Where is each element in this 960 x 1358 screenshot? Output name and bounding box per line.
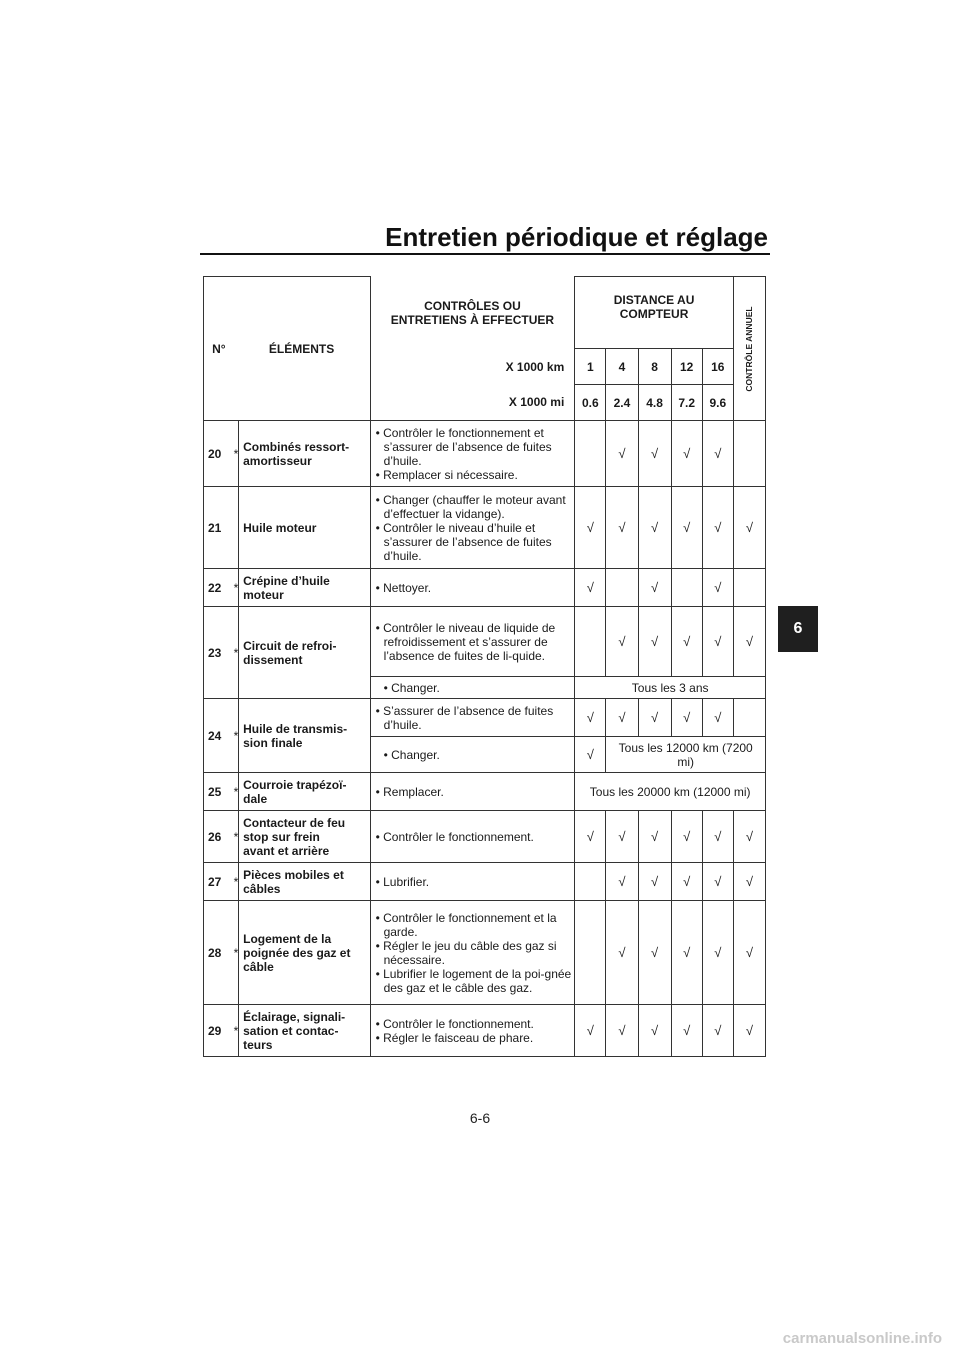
- row-asterisk: *: [234, 863, 239, 901]
- check-cell: √: [575, 737, 606, 773]
- action-item: • Contrôler le niveau d’huile et s’assurer de l’absence de fuites d’huile.: [375, 520, 552, 563]
- check-cell: √: [575, 1005, 606, 1057]
- table-row: [204, 773, 766, 811]
- check-cell: √: [638, 901, 671, 1005]
- row-element-name: Combinés ressort- amortisseur: [239, 421, 370, 487]
- row-asterisk: *: [234, 901, 239, 1005]
- row-actions: [370, 607, 575, 677]
- row-element-name: Logement de la poignée des gaz et câble: [239, 901, 370, 1005]
- check-cell: √: [575, 699, 606, 737]
- row-actions: [370, 773, 575, 811]
- table-row: [204, 863, 766, 901]
- check-cell: √: [702, 607, 733, 677]
- row-sub-action: • Changer.: [370, 677, 575, 699]
- check-cell: √: [733, 607, 765, 677]
- row-number: 28: [204, 901, 234, 1005]
- check-cell: √: [671, 607, 702, 677]
- table-row: [204, 1005, 766, 1057]
- action-item: • Contrôler le fonctionnement.: [375, 1016, 534, 1031]
- action-list: [374, 621, 572, 663]
- action-item: • Contrôler le fonctionnement et la garde.: [375, 910, 557, 939]
- check-cell: √: [671, 421, 702, 487]
- row-element-name: Huile moteur: [239, 487, 370, 569]
- check-cell: [575, 421, 606, 487]
- mi-0-6: 0.6: [575, 385, 606, 421]
- row-number: 24: [204, 699, 234, 773]
- check-cell: [575, 607, 606, 677]
- table-row: [204, 569, 766, 607]
- check-cell: [733, 569, 765, 607]
- row-asterisk: *: [234, 607, 239, 699]
- header-unit-mi: X 1000 mi: [370, 385, 575, 421]
- check-cell: √: [702, 811, 733, 863]
- action-item: • Remplacer.: [375, 784, 444, 799]
- interval-text: Tous les 20000 km (12000 mi): [575, 773, 766, 811]
- action-list: [374, 875, 572, 889]
- check-cell: √: [606, 863, 638, 901]
- row-actions: [370, 487, 575, 569]
- check-cell: [606, 569, 638, 607]
- row-number: 27: [204, 863, 234, 901]
- row-asterisk: *: [234, 1005, 239, 1057]
- action-item: • Lubrifier.: [375, 874, 430, 889]
- table-row: [204, 811, 766, 863]
- row-element-name: Huile de transmis- sion finale: [239, 699, 370, 773]
- row-number: 22: [204, 569, 234, 607]
- action-list: [374, 830, 572, 844]
- table-row: [204, 421, 766, 487]
- page-number: 6-6: [469, 1110, 491, 1126]
- header-controls: CONTRÔLES OU ENTRETIENS À EFFECTUER: [370, 277, 575, 349]
- action-item: • Contrôler le niveau de liquide de refroidissement et s’assurer de l’absence de fuites de li-quide.: [375, 620, 556, 663]
- table-row: [204, 901, 766, 1005]
- check-cell: √: [702, 569, 733, 607]
- watermark: carmanualsonline.info: [782, 1330, 942, 1347]
- action-item: • Contrôler le fonctionnement.: [375, 829, 534, 844]
- row-element-name: Circuit de refroi- dissement: [239, 607, 370, 699]
- check-cell: [575, 901, 606, 1005]
- row-asterisk: *: [234, 811, 239, 863]
- check-cell: √: [638, 811, 671, 863]
- action-item: • Remplacer si nécessaire.: [375, 467, 518, 482]
- page-title: Entretien périodique et réglage: [385, 222, 768, 252]
- check-cell: √: [702, 901, 733, 1005]
- check-cell: √: [638, 607, 671, 677]
- km-12: 12: [671, 349, 702, 385]
- check-cell: √: [638, 863, 671, 901]
- check-cell: [733, 699, 765, 737]
- row-asterisk: *: [234, 421, 239, 487]
- row-element-name: Pièces mobiles et câbles: [239, 863, 370, 901]
- interval-text: Tous les 12000 km (7200 mi): [606, 737, 766, 773]
- action-item: • Changer (chauffer le moteur avant d’effectuer la vidange).: [375, 492, 566, 521]
- check-cell: √: [702, 487, 733, 569]
- check-cell: √: [733, 487, 765, 569]
- check-cell: √: [575, 569, 606, 607]
- check-cell: √: [702, 699, 733, 737]
- row-number: 25: [204, 773, 234, 811]
- row-number: 26: [204, 811, 234, 863]
- row-asterisk: *: [234, 699, 239, 773]
- row-actions: [370, 811, 575, 863]
- mi-2-4: 2.4: [606, 385, 638, 421]
- check-cell: √: [671, 487, 702, 569]
- action-list: [374, 493, 572, 563]
- action-list: [374, 581, 572, 595]
- row-element-name: Éclairage, signali- sation et contac- teurs: [239, 1005, 370, 1057]
- row-asterisk: *: [234, 569, 239, 607]
- km-1: 1: [575, 349, 606, 385]
- check-cell: √: [575, 487, 606, 569]
- check-cell: √: [702, 421, 733, 487]
- check-cell: √: [671, 811, 702, 863]
- check-cell: √: [638, 487, 671, 569]
- check-cell: [575, 863, 606, 901]
- table-body: [204, 421, 766, 1057]
- action-item: • Lubrifier le logement de la poi-gnée des gaz et le câble des gaz.: [375, 966, 572, 995]
- check-cell: √: [733, 901, 765, 1005]
- row-actions: [370, 569, 575, 607]
- check-cell: √: [638, 421, 671, 487]
- header-elements: ÉLÉMENTS: [234, 277, 370, 421]
- action-item: • Régler le jeu du câble des gaz si nécessaire.: [375, 938, 557, 967]
- check-cell: √: [702, 863, 733, 901]
- action-list: [374, 911, 572, 995]
- check-cell: [671, 569, 702, 607]
- check-cell: √: [638, 569, 671, 607]
- check-cell: √: [575, 811, 606, 863]
- km-4: 4: [606, 349, 638, 385]
- check-cell: √: [606, 487, 638, 569]
- check-cell: √: [606, 901, 638, 1005]
- mi-7-2: 7.2: [671, 385, 702, 421]
- check-cell: √: [606, 1005, 638, 1057]
- check-cell: √: [702, 1005, 733, 1057]
- row-number: 23: [204, 607, 234, 699]
- action-list: [374, 426, 572, 482]
- check-cell: √: [638, 1005, 671, 1057]
- row-sub-action: • Changer.: [370, 737, 575, 773]
- table-row: [204, 699, 766, 737]
- check-cell: √: [606, 811, 638, 863]
- row-actions: [370, 421, 575, 487]
- row-number: 20: [204, 421, 234, 487]
- row-number: 21: [204, 487, 234, 569]
- mi-9-6: 9.6: [702, 385, 733, 421]
- check-cell: √: [671, 901, 702, 1005]
- interval-text: Tous les 3 ans: [575, 677, 766, 699]
- mi-4-8: 4.8: [638, 385, 671, 421]
- row-asterisk: *: [234, 773, 239, 811]
- maintenance-table: [203, 276, 766, 1057]
- row-number: 29: [204, 1005, 234, 1057]
- row-element-name: Crépine d’huile moteur: [239, 569, 370, 607]
- action-list: [374, 704, 572, 732]
- action-item: • Contrôler le fonctionnement et s’assurer de l’absence de fuites d’huile.: [375, 425, 552, 468]
- header-unit-km: X 1000 km: [370, 349, 575, 385]
- km-8: 8: [638, 349, 671, 385]
- action-item: • Nettoyer.: [375, 580, 432, 595]
- action-list: [374, 1017, 572, 1045]
- check-cell: √: [733, 863, 765, 901]
- action-item: • S’assurer de l’absence de fuites d’huile.: [375, 703, 554, 732]
- row-element-name: Courroie trapézoï- dale: [239, 773, 370, 811]
- action-list: [374, 785, 572, 799]
- title-rule: [200, 253, 770, 255]
- table-row: [204, 487, 766, 569]
- check-cell: √: [733, 811, 765, 863]
- check-cell: √: [606, 421, 638, 487]
- row-actions: [370, 1005, 575, 1057]
- header-no: N°: [204, 277, 234, 421]
- check-cell: √: [638, 699, 671, 737]
- km-16: 16: [702, 349, 733, 385]
- check-cell: [733, 421, 765, 487]
- header-distance: DISTANCE AU COMPTEUR: [575, 277, 734, 349]
- chapter-tab: 6: [778, 606, 818, 652]
- row-actions: [370, 901, 575, 1005]
- check-cell: √: [671, 699, 702, 737]
- check-cell: √: [606, 699, 638, 737]
- table-row: [204, 607, 766, 677]
- check-cell: √: [671, 863, 702, 901]
- check-cell: √: [733, 1005, 765, 1057]
- action-item: • Régler le faisceau de phare.: [375, 1030, 534, 1045]
- check-cell: √: [606, 607, 638, 677]
- row-actions: [370, 699, 575, 737]
- header-annual-check: CONTRÔLE ANNUEL: [733, 277, 765, 421]
- row-actions: [370, 863, 575, 901]
- row-element-name: Contacteur de feu stop sur frein avant et arrière: [239, 811, 370, 863]
- check-cell: √: [671, 1005, 702, 1057]
